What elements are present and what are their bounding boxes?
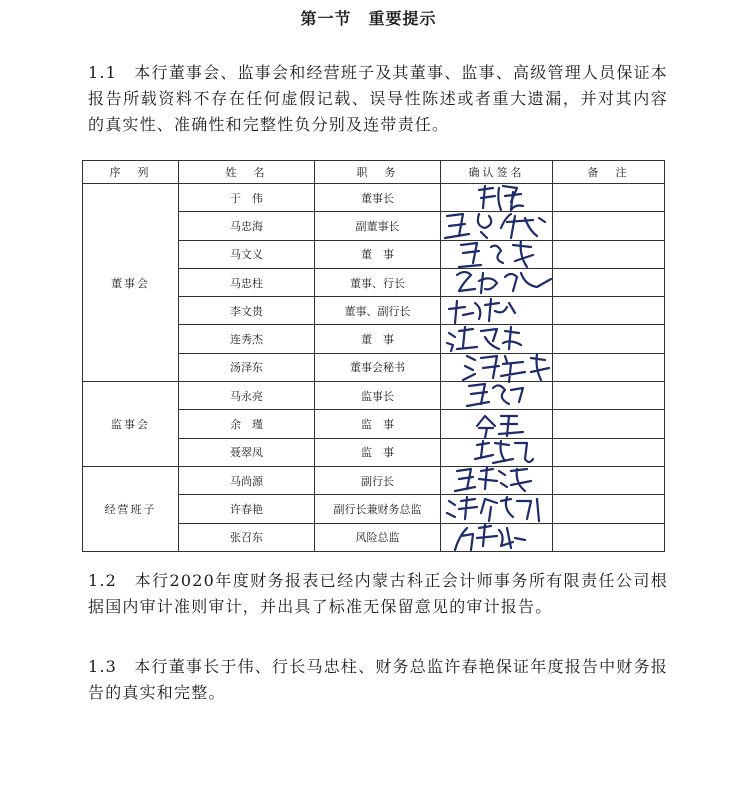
paragraph-1-3: 1.3 本行董事长于伟、行长马忠柱、财务总监许春艳保证年度报告中财务报告的真实和完整。 [88,657,668,702]
header-position: 职 务 [315,161,441,184]
remarks-cell [553,297,665,325]
signature-cell [441,523,553,551]
member-position: 董事、副行长 [315,297,441,325]
member-name: 连秀杰 [179,325,315,353]
remarks-cell [553,184,665,212]
paragraph-1-2: 1.2 本行2020年度财务报表已经内蒙古科正会计师事务所有限责任公司根据国内审计准则审计，并出具了标准无保留意见的审计报告。 [88,571,668,616]
member-position: 监事长 [315,382,441,410]
group-management: 经营班子 [83,466,179,551]
member-position: 董 事 [315,240,441,268]
member-name: 余 瑾 [179,410,315,438]
member-position: 副行长 [315,466,441,494]
member-name: 马忠柱 [179,268,315,296]
handwritten-signature-icon [441,520,561,556]
signature-table [82,160,665,552]
member-name: 汤泽东 [179,353,315,381]
remarks-cell [553,410,665,438]
group-supervisory: 监事会 [83,382,179,467]
section-title: 第一节 重要提示 [300,9,437,28]
remarks-cell [553,212,665,240]
member-name: 聂翠凤 [179,438,315,466]
member-name: 马忠海 [179,212,315,240]
member-name: 马永亮 [179,382,315,410]
remarks-cell [553,382,665,410]
remarks-cell [553,523,665,551]
member-position: 副行长兼财务总监 [315,495,441,523]
member-name: 马尚源 [179,466,315,494]
member-name: 马文义 [179,240,315,268]
member-position: 监 事 [315,410,441,438]
member-position: 董事会秘书 [315,353,441,381]
member-position: 风险总监 [315,523,441,551]
remarks-cell [553,353,665,381]
group-board: 董事会 [83,184,179,382]
table-row [83,382,665,410]
header-remarks: 备 注 [553,161,665,184]
table-header-row [83,161,665,184]
header-name: 姓 名 [179,161,315,184]
member-position: 董事、行长 [315,268,441,296]
member-position: 监 事 [315,438,441,466]
member-name: 李文贵 [179,297,315,325]
member-position: 副董事长 [315,212,441,240]
paragraph-1-1: 1.1 本行董事会、监事会和经营班子及其董事、监事、高级管理人员保证本报告所载资料不存在任何虚假记载、误导性陈述或者重大遗漏，并对其内容的真实性、准确性和完整性负分别及连带责任。 [88,63,668,134]
header-signature: 确认签名 [441,161,553,184]
table-row [83,184,665,212]
member-name: 于 伟 [179,184,315,212]
member-name: 许春艳 [179,495,315,523]
header-index: 序 列 [83,161,179,184]
member-name: 张召东 [179,523,315,551]
remarks-cell [553,466,665,494]
table-row [83,466,665,494]
remarks-cell [553,438,665,466]
remarks-cell [553,268,665,296]
remarks-cell [553,240,665,268]
remarks-cell [553,325,665,353]
member-position: 董事长 [315,184,441,212]
member-position: 董 事 [315,325,441,353]
remarks-cell [553,495,665,523]
